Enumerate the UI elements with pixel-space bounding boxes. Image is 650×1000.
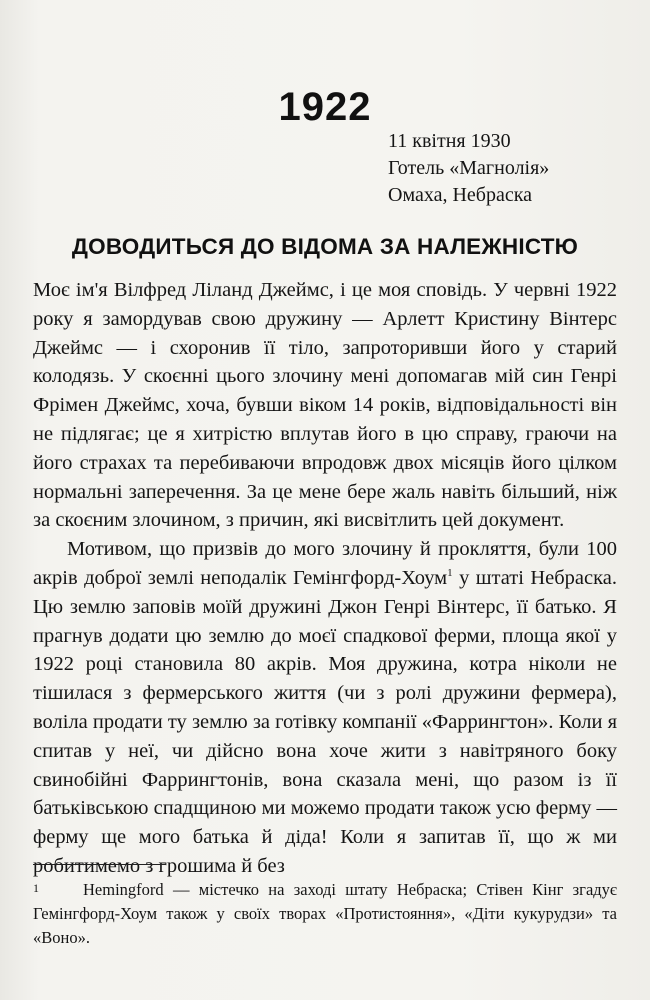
paragraph-2 — [33, 535, 617, 881]
footnote — [33, 876, 617, 950]
dateline — [388, 128, 588, 209]
dateline-place: Готель «Магнолія» — [388, 157, 550, 179]
dateline-date: 11 квітня 1930 — [388, 130, 511, 152]
section-heading: ДОВОДИТЬСЯ ДО ВІДОМА ЗА НАЛЕЖНІСТЮ — [71, 234, 579, 259]
paragraph-1: Моє ім'я Вілфред Ліланд Джеймс, і це моя сповідь. У червні 1922 року я замордував свою дружину — Арлетт Кристину Вінтерс Джеймс — і схоронив її тіло, запроторивши його у старий колодязь. У скоєнні цього злочину мені допомагав мій син Генрі Фрімен Джеймс, хоча, бувши віком 14 років, відповідальності він не підлягає; це я хитрістю вплутав його в цю справу, граючи на його страхах та перебиваючи впродовж двох місяців його цілком нормальні заперечення. За це мене бере жаль навіть більший, ніж за скоєним злочином, з причин, які висвітлить цей документ. — [33, 279, 617, 532]
footnote-divider — [33, 864, 166, 865]
paragraph-2-rest: у штаті Небраска. Цю землю заповів моїй дружині Джон Генрі Вінтерс, її батько. Я прагнув додати цю землю до моєї спадкової ферми, площа якої у 1922 році становила 80 акрів. Моя дружина, котра ніколи не тішилася з фермерського життя (чи з ролі дружини фермера), воліла продати ту землю за готівку компанії «Фаррингтон». Коли я спитав у неї, чи дійсно вона хоче жити з навітряного боку свинобійні Фаррингтонів, вона сказала мені, що разом із її батьківською спадщиною ми можемо продати також усю ферму — ферму ще мого батька й діда! Коли я запитав її, що ж ми робитимемо з грошима й без — [33, 566, 617, 877]
footnote-text: Hemingford — містечко на заході штату Небраска; Стівен Кінг згадує Гемінгфорд-Хоум також у своїх творах «Протистояння», «Діти кукурудзи» та «Воно». — [33, 880, 617, 947]
body-text — [33, 276, 617, 881]
chapter-number: 1922 — [278, 85, 372, 129]
footnote-reference: 1 — [447, 566, 453, 579]
paragraph-2-start: Мотивом, що призвів до мого злочину й прокляття, були 100 акрів доброї землі неподалік Гемінгфорд-Хоум — [33, 538, 617, 589]
footnote-mark: 1 — [33, 881, 39, 895]
dateline-city: Омаха, Небраска — [388, 184, 532, 206]
